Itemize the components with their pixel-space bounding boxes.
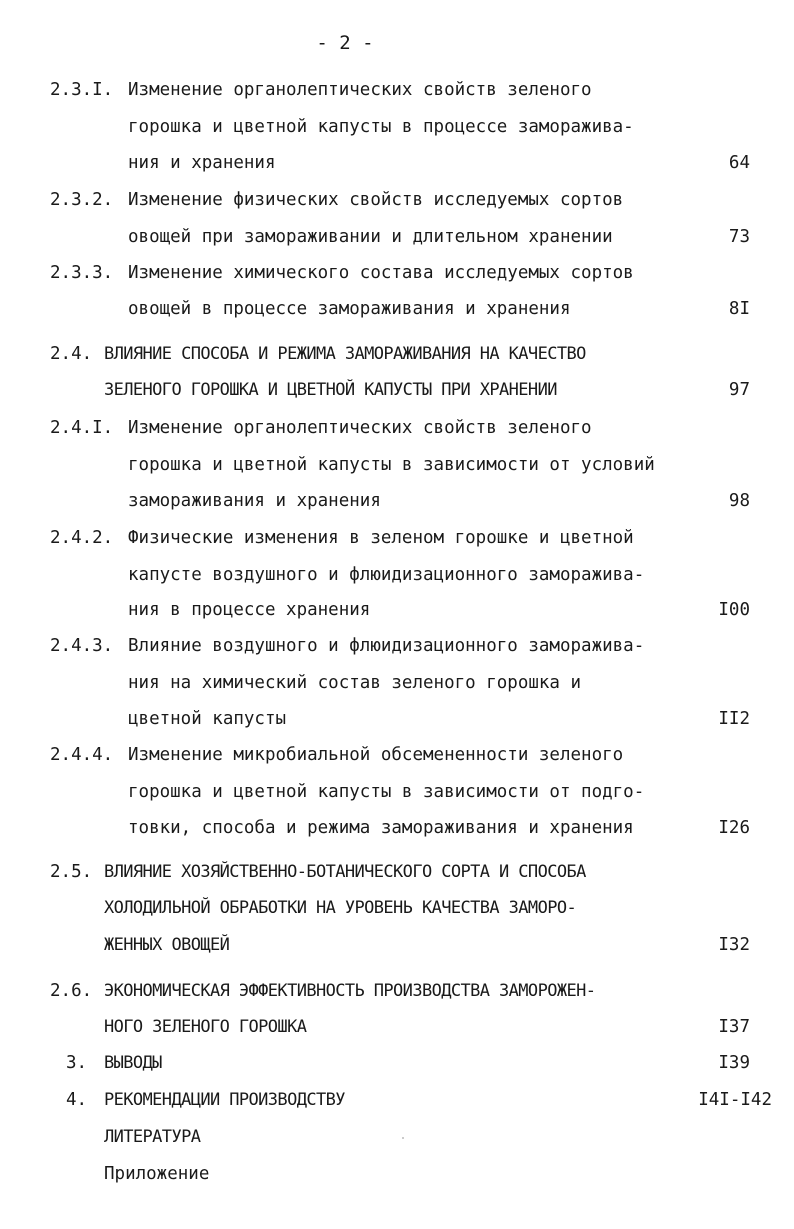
entry-number: 2.4.	[50, 344, 93, 364]
entry-title-line: горошка и цветной капусты в процессе заморажива-	[128, 117, 634, 137]
entry-page: I26	[718, 818, 750, 838]
entry-page: I39	[718, 1053, 750, 1073]
entry-page: I32	[718, 935, 750, 955]
entry-title-line: Влияние воздушного и флюидизационного заморажива-	[128, 636, 645, 656]
entry-title-line: замораживания и хранения	[128, 491, 381, 511]
entry-number: 2.4.I.	[50, 418, 114, 438]
entry-title-line: овощей в процессе замораживания и хранения	[128, 299, 571, 319]
entry-page: 73	[728, 227, 750, 247]
entry-title-line: горошка и цветной капусты в зависимости от условий	[128, 455, 655, 475]
entry-page: 98	[728, 491, 750, 511]
entry-title-line: НОГО ЗЕЛЕНОГО ГОРОШКА	[104, 1017, 307, 1037]
entry-title-line: ния на химический состав зеленого горошка и	[128, 673, 582, 693]
entry-title-line: капусте воздушного и флюидизационного заморажива-	[128, 565, 645, 585]
entry-title-line: овощей при замораживании и длительном хранении	[128, 227, 613, 247]
entry-page: I37	[718, 1017, 750, 1037]
entry-number: 2.3.2.	[50, 190, 114, 210]
entry-title-line: РЕКОМЕНДАЦИИ ПРОИЗВОДСТВУ	[104, 1090, 345, 1110]
entry-title-line: Изменение микробиальной обсемененности зеленого	[128, 745, 624, 765]
entry-title-line: ния в процессе хранения	[128, 600, 371, 620]
entry-title-line: Изменение органолептических свойств зеленого	[128, 418, 592, 438]
entry-page: I4I-I42	[698, 1090, 772, 1110]
entry-title-line: горошка и цветной капусты в зависимости от подго-	[128, 782, 645, 802]
entry-title-line: ВЛИЯНИЕ СПОСОБА И РЕЖИМА ЗАМОРАЖИВАНИЯ НА КАЧЕСТВО	[104, 344, 586, 364]
entry-number: 4.	[66, 1090, 88, 1110]
entry-title-line: ЭКОНОМИЧЕСКАЯ ЭФФЕКТИВНОСТЬ ПРОИЗВОДСТВА ЗАМОРОЖЕН-	[104, 981, 596, 1001]
entry-title-line: ВЫВОДЫ	[104, 1053, 162, 1073]
entry-title-line: ЖЕННЫХ ОВОЩЕЙ	[104, 935, 230, 955]
entry-title-line: ХОЛОДИЛЬНОЙ ОБРАБОТКИ НА УРОВЕНЬ КАЧЕСТВА ЗАМОРО-	[104, 898, 577, 918]
entry-title-line: ния и хранения	[128, 153, 276, 173]
entry-page: 64	[728, 153, 750, 173]
entry-title-line: ЛИТЕРАТУРА	[104, 1127, 201, 1147]
scan-speck	[402, 1137, 404, 1139]
entry-number: 3.	[66, 1053, 88, 1073]
entry-page: II2	[718, 709, 750, 729]
entry-page: 97	[728, 380, 750, 400]
entry-title-line: Изменение органолептических свойств зеленого	[128, 80, 592, 100]
entry-title-line: Изменение физических свойств исследуемых сортов	[128, 190, 624, 210]
entry-number: 2.4.2.	[50, 528, 114, 548]
entry-number: 2.5.	[50, 862, 93, 882]
page-number: - 2 -	[316, 32, 374, 54]
entry-number: 2.4.4.	[50, 745, 114, 765]
entry-page: I00	[718, 600, 750, 620]
entry-title-line: Физические изменения в зеленом горошке и цветной	[128, 528, 634, 548]
entry-title-line: Приложение	[104, 1164, 210, 1184]
entry-title-line: товки, способа и режима замораживания и хранения	[128, 818, 634, 838]
entry-title-line: цветной капусты	[128, 709, 287, 729]
entry-title-line: Изменение химического состава исследуемых сортов	[128, 263, 634, 283]
entry-title-line: ЗЕЛЕНОГО ГОРОШКА И ЦВЕТНОЙ КАПУСТЫ ПРИ ХРАНЕНИИ	[104, 380, 557, 400]
entry-number: 2.4.3.	[50, 636, 114, 656]
entry-number: 2.6.	[50, 981, 93, 1001]
entry-number: 2.3.3.	[50, 263, 114, 283]
entry-page: 8I	[728, 299, 750, 319]
entry-number: 2.3.I.	[50, 80, 114, 100]
entry-title-line: ВЛИЯНИЕ ХОЗЯЙСТВЕННО-БОТАНИЧЕСКОГО СОРТА И СПОСОБА	[104, 862, 586, 882]
